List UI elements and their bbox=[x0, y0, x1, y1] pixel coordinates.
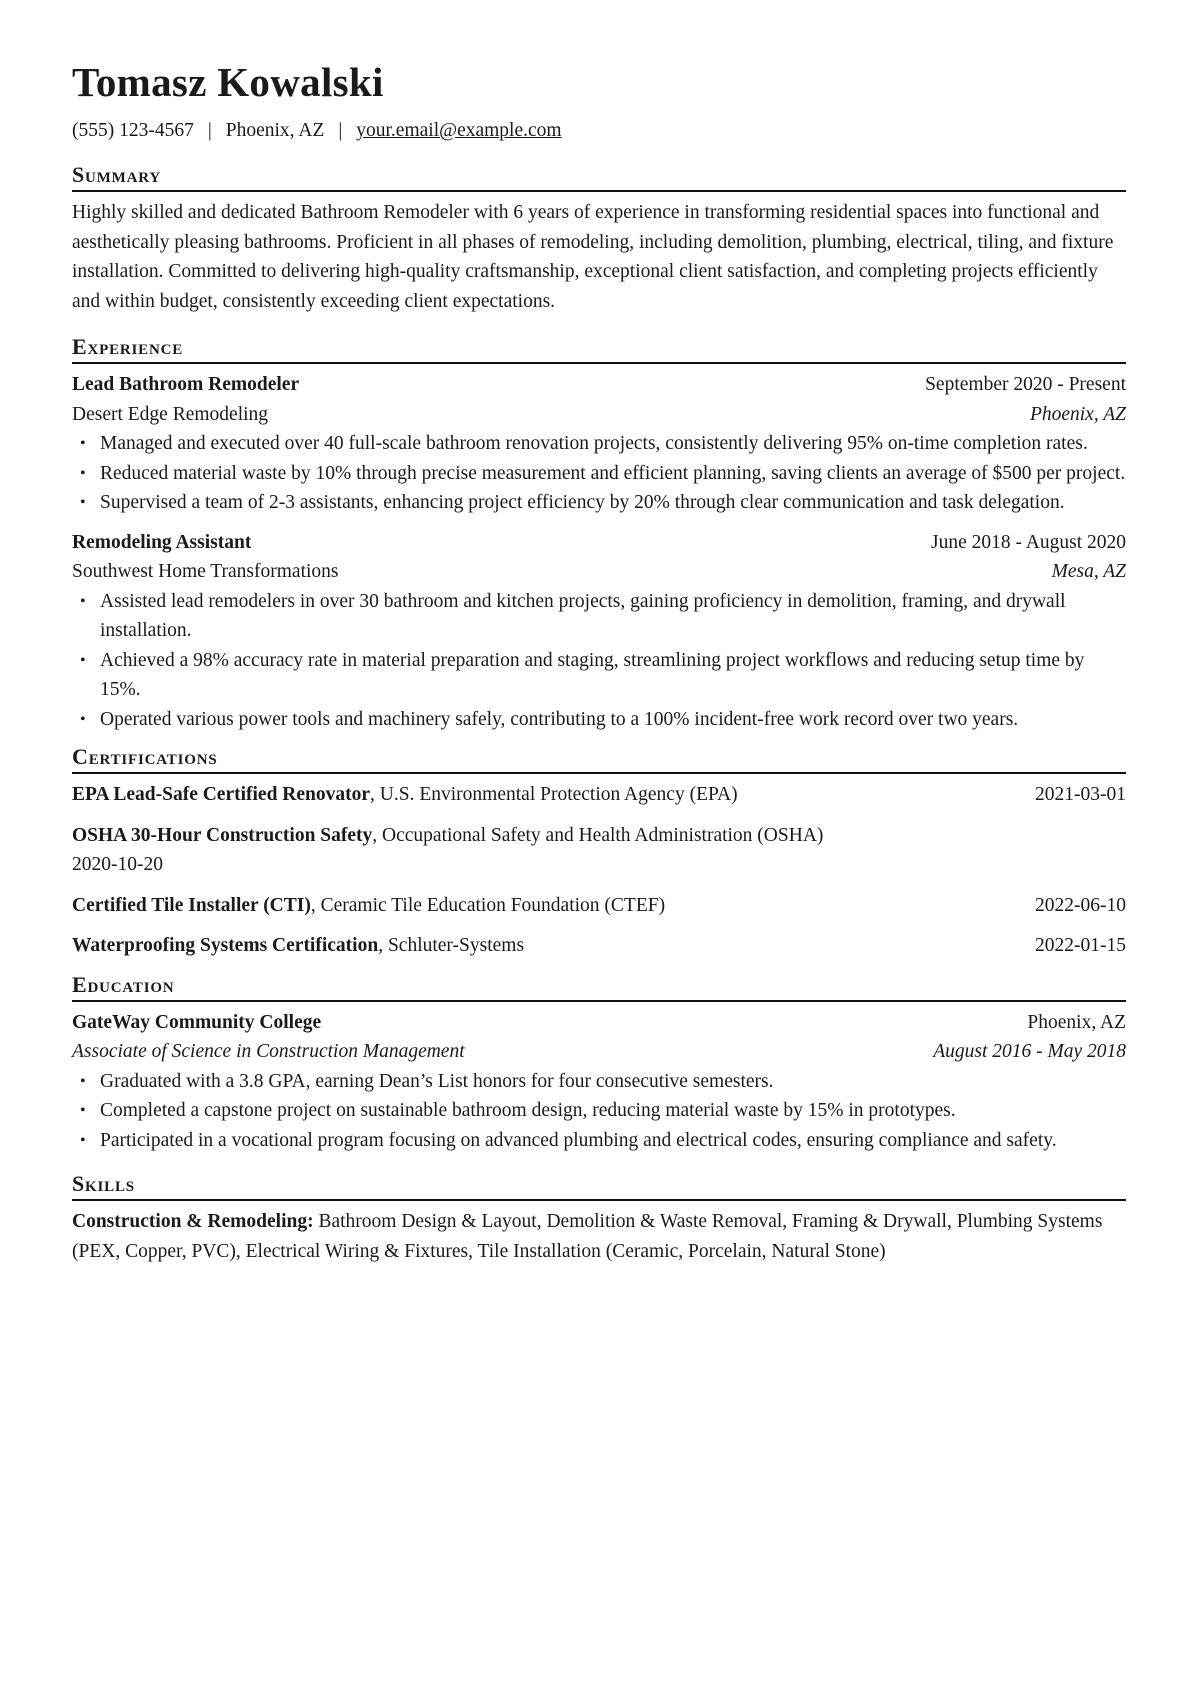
location: Phoenix, AZ bbox=[225, 120, 325, 141]
section-title-summary: Summary bbox=[72, 162, 1126, 192]
education-bullets bbox=[72, 1067, 1126, 1156]
job-entry bbox=[72, 528, 1126, 735]
job-dates: September 2020 - Present bbox=[925, 374, 1126, 395]
cert-item bbox=[72, 891, 1126, 921]
resume-page bbox=[72, 58, 1126, 1266]
job-role: Remodeling Assistant bbox=[72, 531, 252, 553]
cert-name: EPA Lead-Safe Certified Renovator bbox=[72, 784, 371, 805]
cert-name: OSHA 30-Hour Construction Safety bbox=[72, 824, 373, 846]
section-title-experience: Experience bbox=[72, 334, 1126, 364]
job-bullets bbox=[72, 429, 1126, 518]
cert-date: 2021-03-01 bbox=[1035, 784, 1126, 805]
experience-section bbox=[72, 334, 1126, 734]
section-title-skills: Skills bbox=[72, 1171, 1126, 1201]
job-company: Southwest Home Transformations bbox=[72, 561, 339, 582]
bullet-item: • Managed and executed over 40 full-scale bathroom renovation projects, consistently delivering 95% on-time completion rates. bbox=[72, 429, 1126, 459]
skills-text bbox=[72, 1207, 1126, 1266]
skills-category: Construction & Remodeling: bbox=[72, 1211, 314, 1232]
job-dates: June 2018 - August 2020 bbox=[931, 531, 1126, 553]
education-dates: August 2016 - May 2018 bbox=[933, 1041, 1126, 1062]
bullet-item: • Completed a capstone project on sustainable bathroom design, reducing material waste by 15% in prototypes. bbox=[72, 1096, 1126, 1126]
email-link[interactable]: your.email@example.com bbox=[356, 120, 562, 141]
section-title-education: Education bbox=[72, 972, 1126, 1002]
job-location: Phoenix, AZ bbox=[1029, 403, 1126, 425]
section-title-certifications: Certifications bbox=[72, 744, 1126, 774]
job-location: Mesa, AZ bbox=[1051, 561, 1126, 582]
phone: (555) 123-4567 bbox=[72, 120, 194, 141]
bullet-item: • Achieved a 98% accuracy rate in material preparation and staging, streamlining project workflows and reducing setup time by 15%. bbox=[72, 646, 1126, 705]
summary-section bbox=[72, 162, 1126, 316]
skills-list: Bathroom Design & Layout, Demolition & Waste Removal, Framing & Drywall, Plumbing Systems (PEX, Copper, PVC), Electrical Wiring & Fixtures, Tile Installation (Ceramic, Porcelain, Natural Stone) bbox=[72, 1211, 1103, 1262]
separator: | bbox=[338, 120, 343, 141]
candidate-name: Tomasz Kowalski bbox=[72, 59, 384, 105]
bullet-item: • Assisted lead remodelers in over 30 bathroom and kitchen projects, gaining proficiency in demolition, framing, and drywall installation. bbox=[72, 587, 1126, 646]
bullet-item: • Operated various power tools and machinery safely, contributing to a 100% incident-free work record over two years. bbox=[72, 705, 1126, 735]
bullet-item: • Graduated with a 3.8 GPA, earning Dean’s List honors for four consecutive semesters. bbox=[72, 1067, 1126, 1097]
cert-issuer: , Schluter-Systems bbox=[378, 935, 525, 956]
contact-line bbox=[72, 118, 1126, 144]
cert-item bbox=[72, 780, 1126, 810]
cert-date: 2022-06-10 bbox=[1035, 894, 1126, 916]
job-role: Lead Bathroom Remodeler bbox=[72, 374, 300, 395]
cert-name: Waterproofing Systems Certification bbox=[72, 935, 379, 956]
bullet-item: • Participated in a vocational program focusing on advanced plumbing and electrical codes, ensuring compliance and safety. bbox=[72, 1126, 1126, 1156]
education-section bbox=[72, 972, 1126, 1156]
school-location: Phoenix, AZ bbox=[1027, 1011, 1126, 1033]
bullet-item: • Reduced material waste by 10% through precise measurement and efficient planning, saving clients an average of $500 per project. bbox=[72, 459, 1126, 489]
cert-date: 2020-10-20 bbox=[72, 854, 163, 875]
certifications-section bbox=[72, 744, 1126, 961]
cert-item bbox=[72, 931, 1126, 961]
cert-item bbox=[72, 821, 1126, 880]
cert-issuer: , Ceramic Tile Education Foundation (CTEF) bbox=[310, 894, 666, 916]
skills-section bbox=[72, 1171, 1126, 1266]
cert-date: 2022-01-15 bbox=[1035, 935, 1126, 956]
bullet-item: • Supervised a team of 2-3 assistants, enhancing project efficiency by 20% through clear communication and task delegation. bbox=[72, 488, 1126, 518]
cert-issuer: , U.S. Environmental Protection Agency (EPA) bbox=[370, 784, 738, 805]
degree: Associate of Science in Construction Management bbox=[72, 1041, 465, 1062]
job-entry bbox=[72, 370, 1126, 518]
summary-text: Highly skilled and dedicated Bathroom Remodeler with 6 years of experience in transforming residential spaces into functional and aesthetically pleasing bathrooms. Proficient in all phases of remodeling, including demolition, plumbing, electrical, tiling, and fixture installation. Committed to delivering high-quality craftsmanship, exceptional client satisfaction, and completing projects efficiently and within budget, consistently exceeding client expectations. bbox=[72, 202, 1114, 312]
school-name: GateWay Community College bbox=[72, 1011, 322, 1033]
separator: | bbox=[207, 120, 212, 141]
cert-issuer: , Occupational Safety and Health Administration (OSHA) bbox=[372, 824, 824, 846]
cert-name: Certified Tile Installer (CTI) bbox=[72, 894, 311, 916]
job-company: Desert Edge Remodeling bbox=[72, 403, 269, 425]
job-bullets bbox=[72, 587, 1126, 735]
